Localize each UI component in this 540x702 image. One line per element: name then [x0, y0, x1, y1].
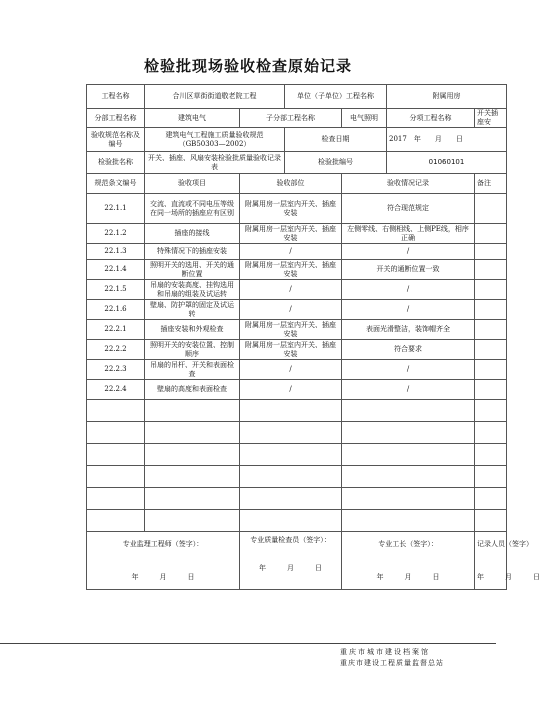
record-cell: 表面光滑整洁，装饰帽齐全: [342, 320, 475, 340]
unit-value: 附属用房: [387, 85, 507, 109]
location-cell: 附属用房一层室内开关、插座安装: [240, 340, 342, 360]
location-cell: /: [240, 244, 342, 260]
location-cell: /: [240, 280, 342, 300]
item-cell: 壁扇的高度和表面检查: [145, 380, 240, 400]
record-cell: /: [342, 244, 475, 260]
recorder-date: 年 月 日: [477, 573, 540, 581]
supervisor-signature: [87, 532, 240, 590]
clause-cell: 22.2.4: [87, 380, 145, 400]
empty-cell: [342, 444, 475, 466]
clause-cell: 22.2.1: [87, 320, 145, 340]
table-row: [87, 300, 507, 320]
foreman-date: 年 月 日: [376, 573, 440, 581]
footer-supervision: 重庆市建设工程质量监督总站: [340, 659, 444, 667]
date-value: 2017 年 月 日: [387, 128, 507, 152]
empty-cell: [475, 466, 507, 488]
remark-cell: [475, 380, 507, 400]
header-row-division: [87, 109, 507, 128]
clause-cell: 22.1.4: [87, 260, 145, 280]
remark-cell: [475, 244, 507, 260]
empty-cell: [145, 488, 240, 510]
empty-cell: [145, 510, 240, 532]
record-cell: /: [342, 300, 475, 320]
empty-cell: [475, 488, 507, 510]
signature-row: [87, 532, 507, 590]
table-row: [87, 340, 507, 360]
batch-no-value: 01060101: [387, 152, 507, 174]
item-cell: 照明开关的安装位置、控制顺序: [145, 340, 240, 360]
empty-cell: [87, 444, 145, 466]
date-label: 检查日期: [285, 128, 387, 152]
foreman-label: 专业工长（签字）：: [378, 540, 438, 548]
table-row: [87, 224, 507, 244]
inspector-signature: [240, 532, 342, 590]
empty-cell: [145, 444, 240, 466]
empty-cell: [145, 422, 240, 444]
location-cell: /: [240, 360, 342, 380]
header-row-project: [87, 85, 507, 109]
item-label: 分项工程名称: [387, 109, 475, 128]
item-cell: 交流、直流或不同电压等级在同一场所的插座应有区别: [145, 194, 240, 224]
item-cell: 特殊情况下的插座安装: [145, 244, 240, 260]
empty-cell: [87, 488, 145, 510]
empty-cell: [145, 400, 240, 422]
standard-label: 验收规范名称及编号: [87, 128, 145, 152]
empty-cell: [475, 444, 507, 466]
record-rows: [87, 194, 507, 400]
item-cell: 照明开关的选用、开关的通断位置: [145, 260, 240, 280]
empty-cell: [342, 510, 475, 532]
clause-cell: 22.1.5: [87, 280, 145, 300]
remark-cell: [475, 280, 507, 300]
footer-divider: [0, 643, 496, 644]
clause-cell: 22.1.6: [87, 300, 145, 320]
empty-cell: [240, 400, 342, 422]
empty-rows: [87, 400, 507, 532]
remark-cell: [475, 340, 507, 360]
table-row: [87, 380, 507, 400]
table-row: [87, 320, 507, 340]
item-cell: 吊扇的吊杆、开关和表面检查: [145, 360, 240, 380]
table-row: [87, 360, 507, 380]
empty-cell: [145, 466, 240, 488]
empty-cell: [342, 488, 475, 510]
empty-cell: [342, 466, 475, 488]
project-name-value: 合川区草街街道敬老院工程: [145, 85, 285, 109]
item-cell: 吊扇的安装高度、挂钩选用和吊扇的组装及试运转: [145, 280, 240, 300]
clause-cell: 22.2.3: [87, 360, 145, 380]
record-cell: 左侧零线、右侧相线、上侧PE线，相序正确: [342, 224, 475, 244]
subdivision-label: 子分部工程名称: [240, 109, 342, 128]
footer-archive: 重庆市城市建设档案馆: [340, 648, 430, 656]
empty-cell: [240, 510, 342, 532]
standard-value: [145, 128, 285, 152]
header-row-batch: [87, 152, 507, 174]
record-cell: /: [342, 360, 475, 380]
location-cell: /: [240, 300, 342, 320]
record-table: [86, 84, 540, 590]
col-location-header: 验收部位: [240, 174, 342, 194]
table-row: [87, 260, 507, 280]
clause-cell: 22.1.2: [87, 224, 145, 244]
unit-label: 单位（子单位）工程名称: [285, 85, 387, 109]
clause-cell: 22.2.2: [87, 340, 145, 360]
empty-row: [87, 510, 507, 532]
column-header-row: [87, 174, 507, 194]
empty-row: [87, 466, 507, 488]
inspector-date: 年 月 日: [259, 564, 322, 572]
clause-cell: 22.1.3: [87, 244, 145, 260]
record-cell: /: [342, 280, 475, 300]
project-name-label: 工程名称: [87, 85, 145, 109]
record-cell: 开关的通断位置一致: [342, 260, 475, 280]
empty-cell: [240, 466, 342, 488]
location-cell: /: [240, 380, 342, 400]
empty-cell: [87, 510, 145, 532]
item-value: 开关插座安: [475, 109, 507, 128]
empty-cell: [342, 400, 475, 422]
col-remark-header: 备注: [475, 174, 507, 194]
batch-name-label: 检验批名称: [87, 152, 145, 174]
item-cell: 壁扇、防护罩的固定及试运转: [145, 300, 240, 320]
remark-cell: [475, 224, 507, 244]
empty-cell: [475, 510, 507, 532]
item-cell: 插座的接线: [145, 224, 240, 244]
foreman-signature: [342, 532, 475, 590]
header-row-standard: [87, 128, 507, 152]
division-value: 建筑电气: [145, 109, 240, 128]
remark-cell: [475, 320, 507, 340]
empty-row: [87, 422, 507, 444]
table-row: [87, 194, 507, 224]
supervisor-date: 年 月 日: [131, 573, 195, 581]
subdivision-value: 电气照明: [342, 109, 387, 128]
remark-cell: [475, 194, 507, 224]
table-row: [87, 244, 507, 260]
clause-cell: 22.1.1: [87, 194, 145, 224]
col-item-header: 验收项目: [145, 174, 240, 194]
empty-cell: [475, 400, 507, 422]
empty-cell: [342, 422, 475, 444]
recorder-signature: [475, 532, 540, 590]
empty-cell: [240, 422, 342, 444]
batch-name-value: 开关、插座、风扇安装检验批质量验收记录表: [145, 152, 285, 174]
col-clause-header: 规范条文编号: [87, 174, 145, 194]
empty-row: [87, 400, 507, 422]
location-cell: 附属用房一层室内开关、插座安装: [240, 320, 342, 340]
empty-cell: [240, 444, 342, 466]
empty-cell: [87, 400, 145, 422]
record-cell: /: [342, 380, 475, 400]
record-cell: 符合要求: [342, 340, 475, 360]
remark-cell: [475, 300, 507, 320]
empty-cell: [240, 488, 342, 510]
empty-row: [87, 488, 507, 510]
supervisor-label: 专业监理工程师（签字）：: [122, 540, 204, 548]
inspector-label: 专业质量检查员（签字）：: [250, 536, 331, 544]
empty-row: [87, 444, 507, 466]
table-row: [87, 280, 507, 300]
record-cell: 符合现范规定: [342, 194, 475, 224]
empty-cell: [87, 422, 145, 444]
recorder-label: 记录人员（签字）: [477, 540, 533, 548]
standard-value-line1: 建筑电气工程施工质量验收规范: [165, 130, 264, 139]
col-record-header: 验收情况记录: [342, 174, 475, 194]
page-title: 检验批现场验收检查原始记录: [143, 57, 352, 75]
empty-cell: [475, 422, 507, 444]
remark-cell: [475, 260, 507, 280]
batch-no-label: 检验批编号: [285, 152, 387, 174]
empty-cell: [87, 466, 145, 488]
location-cell: 附属用房一层室内开关、插座安装: [240, 224, 342, 244]
remark-cell: [475, 360, 507, 380]
standard-value-line2: （GB50303—2002）: [178, 139, 251, 148]
location-cell: 附属用房一层室内开关、插座安装: [240, 260, 342, 280]
location-cell: 附属用房一层室内开关、插座安装: [240, 194, 342, 224]
item-cell: 插座安装和外观检查: [145, 320, 240, 340]
division-label: 分部工程名称: [87, 109, 145, 128]
